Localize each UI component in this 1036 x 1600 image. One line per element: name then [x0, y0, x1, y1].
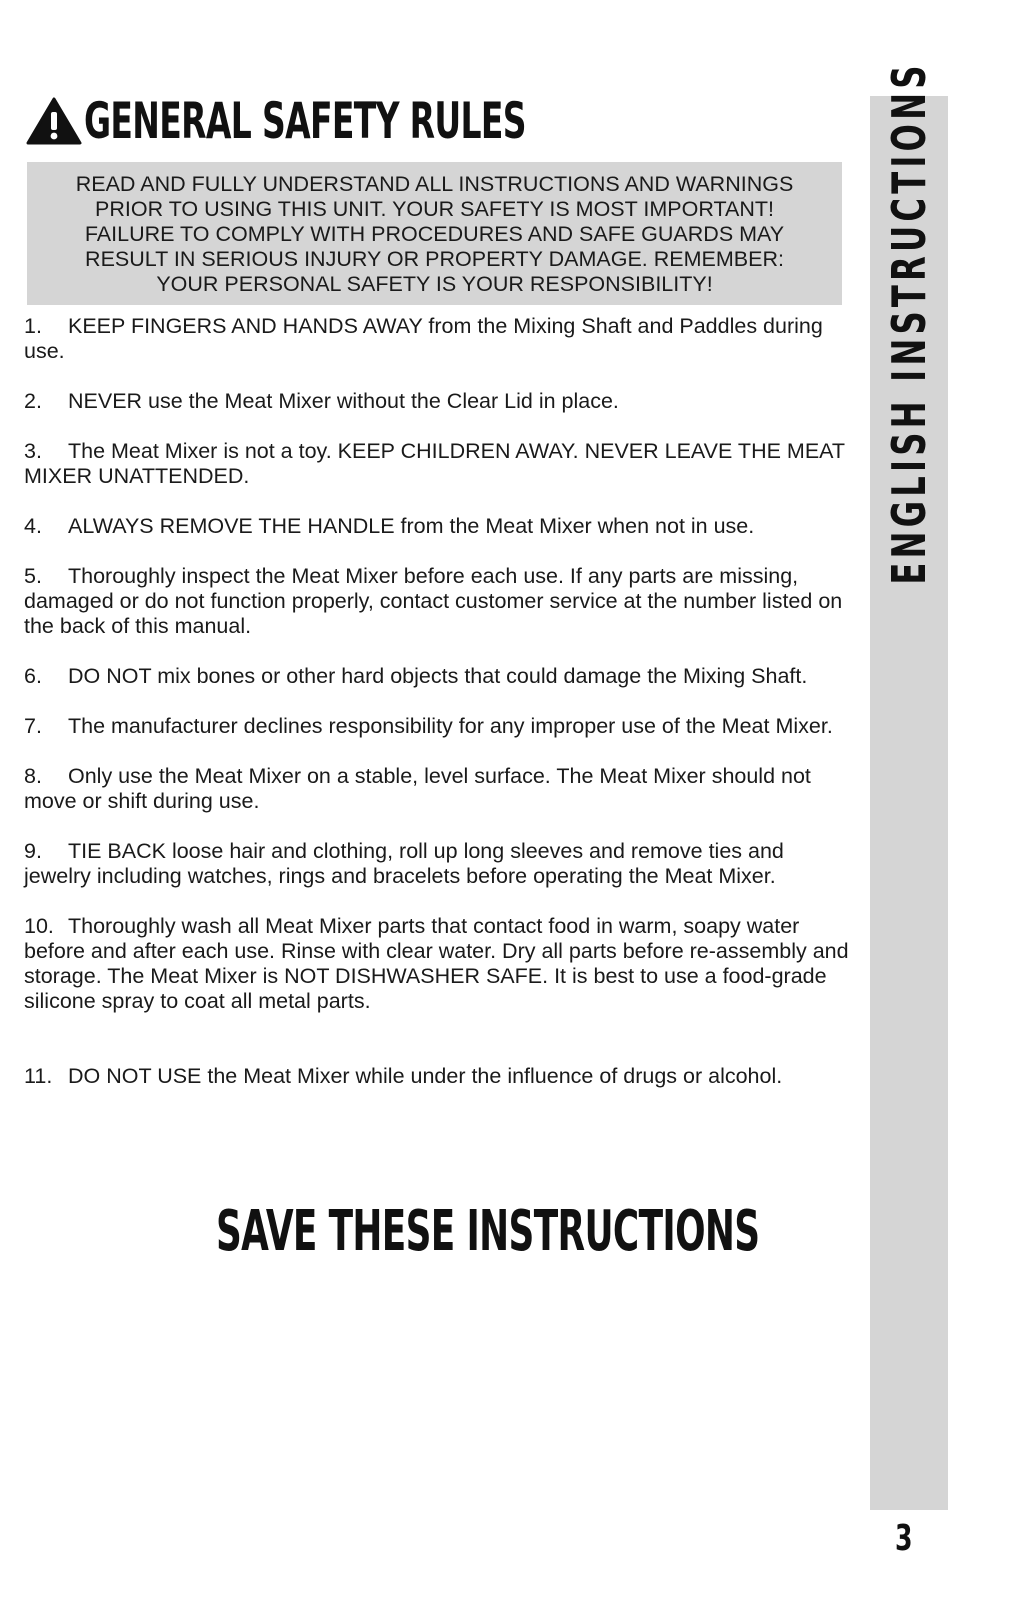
rule-text: Thoroughly wash all Meat Mixer parts that contact food in warm, soapy water before and after each use. Rinse with clear water. Dry all parts before re-assembly and storage. The Meat Mixer is NOT DISHWASHER SAFE. It is best to use a food-grade silicone spray to coat all metal parts.	[24, 914, 849, 1013]
intro-line: PRIOR TO USING THIS UNIT. YOUR SAFETY IS MOST IMPORTANT!	[95, 197, 774, 221]
rule-number: 7.	[24, 714, 42, 738]
intro-line: FAILURE TO COMPLY WITH PROCEDURES AND SAFE GUARDS MAY	[84, 222, 785, 246]
rule-item	[24, 314, 854, 364]
rule-item	[24, 1064, 854, 1089]
page-number	[895, 1514, 935, 1564]
rule-text: NEVER use the Meat Mixer without the Clear Lid in place.	[68, 389, 619, 413]
rule-text: DO NOT USE the Meat Mixer while under the influence of drugs or alcohol.	[68, 1064, 783, 1088]
rule-text: Thoroughly inspect the Meat Mixer before each use. If any parts are missing, damaged or do not function properly, contact customer service at the number listed on the back of this manual.	[24, 564, 843, 638]
page-number-text: 3	[895, 1518, 913, 1559]
rule-text: ALWAYS REMOVE THE HANDLE from the Meat Mixer when not in use.	[68, 514, 755, 538]
rule-number: 3.	[24, 439, 42, 463]
rule-text: DO NOT mix bones or other hard objects that could damage the Mixing Shaft.	[68, 664, 808, 688]
rule-number: 5.	[24, 564, 42, 588]
section-header	[26, 90, 754, 152]
intro-line: YOUR PERSONAL SAFETY IS YOUR RESPONSIBILITY!	[156, 272, 713, 296]
save-instructions-heading	[216, 1198, 856, 1266]
rule-item	[24, 664, 854, 689]
rule-number: 2.	[24, 389, 42, 413]
rule-item	[24, 764, 854, 814]
rule-number: 9.	[24, 839, 42, 863]
intro-warning-box	[27, 162, 842, 305]
intro-line: RESULT IN SERIOUS INJURY OR PROPERTY DAMAGE. REMEMBER:	[85, 247, 784, 271]
rule-item	[24, 389, 854, 414]
safety-rules-list	[24, 314, 854, 1114]
rule-number: 10.	[24, 914, 54, 938]
rule-item	[24, 714, 854, 739]
rule-item	[24, 839, 854, 889]
rule-item	[24, 564, 854, 639]
intro-line: READ AND FULLY UNDERSTAND ALL INSTRUCTIONS AND WARNINGS	[75, 172, 794, 196]
page-title: GENERAL SAFETY RULES	[84, 92, 526, 150]
rule-number: 6.	[24, 664, 42, 688]
rule-text: The manufacturer declines responsibility for any improper use of the Meat Mixer.	[68, 714, 833, 738]
rule-number: 8.	[24, 764, 42, 788]
rule-text: KEEP FINGERS AND HANDS AWAY from the Mixing Shaft and Paddles during use.	[24, 314, 823, 363]
rule-number: 11.	[24, 1064, 53, 1088]
rule-number: 4.	[24, 514, 42, 538]
rule-item	[24, 439, 854, 489]
rule-item	[24, 514, 854, 539]
rule-text: Only use the Meat Mixer on a stable, level surface. The Meat Mixer should not move or shift during use.	[24, 764, 811, 813]
warning-icon	[26, 96, 82, 146]
rule-text: TIE BACK loose hair and clothing, roll up long sleeves and remove ties and jewelry including watches, rings and bracelets before operating the Meat Mixer.	[24, 839, 784, 888]
footer-title-text: SAVE THESE INSTRUCTIONS	[216, 1199, 760, 1264]
rule-number: 1.	[24, 314, 42, 338]
side-label-text: ENGLISH INSTRUCTIONS	[882, 61, 936, 585]
rule-item	[24, 914, 854, 1014]
rule-text: The Meat Mixer is not a toy. KEEP CHILDREN AWAY. NEVER LEAVE THE MEAT MIXER UNATTENDED.	[24, 439, 845, 488]
